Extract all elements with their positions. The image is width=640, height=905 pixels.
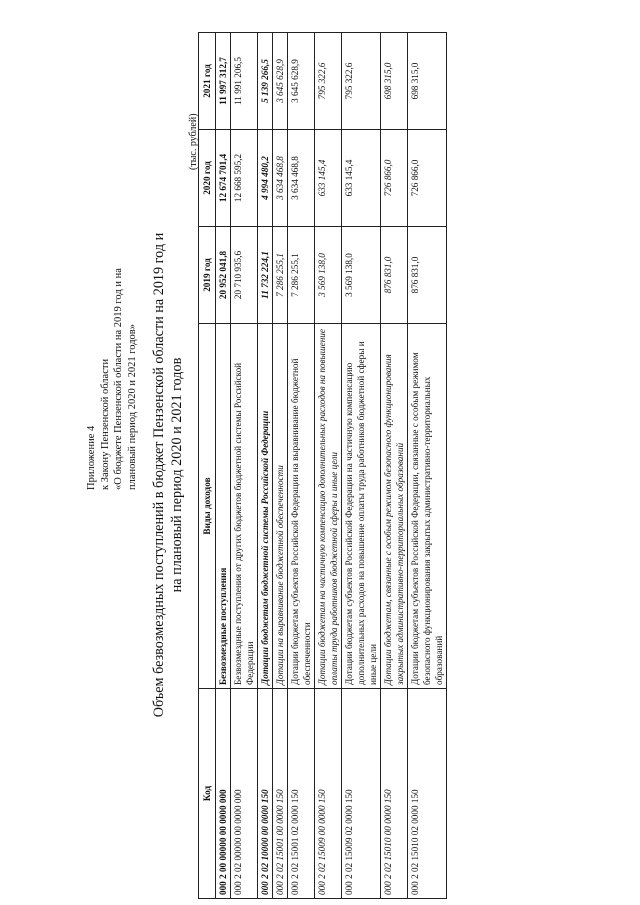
cell-code: 000 2 02 00000 00 0000 000 [231,689,258,899]
cell-2021: 3 645 628,9 [273,33,288,130]
appendix-line: Приложение 4 [86,425,97,490]
cell-name: Дотации бюджетам на частичную компенсацию дополнительных расходов на повышение оплаты труда работников бюджетной сферы и иные цели [315,324,342,689]
cell-code: 000 2 02 15009 02 0000 150 [342,689,381,899]
header-income-type: Виды доходов [199,324,216,689]
table-row [216,33,231,899]
cell-name: Дотации бюджетам бюджетной системы Российской Федерации [258,324,273,689]
cell-2021: 5 139 266,5 [258,33,273,130]
cell-2020: 3 634 468,8 [273,130,288,227]
title-line: на плановый период 2020 и 2021 годов [169,357,185,593]
cell-code: 000 2 02 15010 02 0000 150 [408,689,447,899]
cell-2019: 3 569 138,0 [315,227,342,324]
header-2020: 2020 год [199,130,216,227]
cell-2019: 20 710 935,6 [231,227,258,324]
cell-2019: 3 569 138,0 [342,227,381,324]
cell-name: Дотации бюджетам субъектов Российской Федерации на выравнивание бюджетной обеспеченности [288,324,315,689]
cell-2020: 4 994 480,2 [258,130,273,227]
table-row [408,33,447,899]
cell-2021: 11 991 206,5 [231,33,258,130]
cell-2020: 726 866,0 [408,130,447,227]
cell-2021: 698 315,0 [381,33,408,130]
table-row [258,33,273,899]
cell-name: Безвозмездные поступления от других бюджетов бюджетной системы Российской Федерации [231,324,258,689]
cell-2019: 11 732 224,1 [258,227,273,324]
table-header-row [199,33,216,899]
cell-2019: 20 952 041,8 [216,227,231,324]
cell-code: 000 2 02 15001 02 0000 150 [288,689,315,899]
title-line: Объем безвозмездных поступлений в бюджет Пензенской области на 2019 год и [151,232,167,718]
table-row [288,33,315,899]
cell-code: 000 2 00 00000 00 0000 000 [216,689,231,899]
table-row [342,33,381,899]
appendix-note [85,130,139,490]
table-row [315,33,342,899]
appendix-line: плановый период 2020 и 2021 годов» [126,324,138,490]
header-2019: 2019 год [199,227,216,324]
cell-2021: 795 322,6 [342,33,381,130]
cell-2019: 876 831,0 [381,227,408,324]
table-row [273,33,288,899]
cell-2020: 633 145,4 [342,130,381,227]
appendix-line: к Закону Пензенской области [99,358,111,490]
appendix-line: «О бюджете Пензенской области на 2019 год и на [113,268,124,490]
table-row [381,33,408,899]
cell-2019: 7 286 255,1 [288,227,315,324]
header-code: Код [199,689,216,899]
cell-name: Дотации на выравнивание бюджетной обеспеченности [273,324,288,689]
revenue-table [198,32,447,899]
cell-2020: 633 145,4 [315,130,342,227]
cell-2019: 876 831,0 [408,227,447,324]
cell-name: Безвозмездные поступления [216,324,231,689]
cell-2020: 726 866,0 [381,130,408,227]
cell-2021: 11 997 312,7 [216,33,231,130]
cell-name: Дотации бюджетам, связанные с особым режимом безопасного функционирования закрытых административно-территориальных образований [381,324,408,689]
cell-code: 000 2 02 15009 00 0000 150 [315,689,342,899]
cell-name: Дотации бюджетам субъектов Российской Федерации на частичную компенсацию дополнительных расходов на повышение оплаты труда работников бюджетной сферы и иные цели [342,324,381,689]
cell-code: 000 2 02 15001 00 0000 150 [273,689,288,899]
cell-name: Дотации бюджетам субъектов Российской Федерации, связанные с особым режимом безопасного функционирования закрытых административно-территориальных образований [408,324,447,689]
cell-2020: 12 674 701,4 [216,130,231,227]
cell-code: 000 2 02 10000 00 0000 150 [258,689,273,899]
cell-code: 000 2 02 15010 00 0000 150 [381,689,408,899]
cell-2020: 12 668 595,2 [231,130,258,227]
cell-2021: 698 315,0 [408,33,447,130]
cell-2021: 795 322,6 [315,33,342,130]
table-row [231,33,258,899]
units-label: (тыс. рублей) [188,113,199,170]
document-title [150,165,186,785]
cell-2020: 3 634 468,8 [288,130,315,227]
cell-2021: 3 645 628,9 [288,33,315,130]
cell-2019: 7 286 255,1 [273,227,288,324]
header-2021: 2021 год [199,33,216,130]
